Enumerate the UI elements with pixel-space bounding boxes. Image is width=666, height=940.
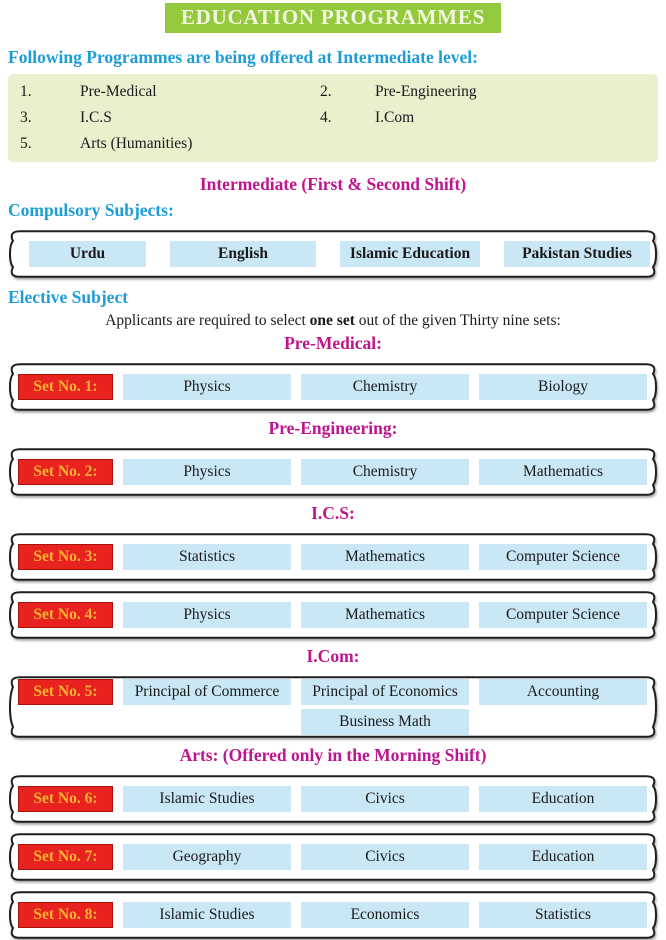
set-number-badge: Set No. 8: [18, 902, 113, 928]
set-number-badge: Set No. 6: [18, 786, 113, 812]
programme-row [20, 105, 650, 131]
subject-chip: Urdu [29, 241, 146, 267]
subject-chip: Education [479, 786, 647, 812]
subject-chip: Business Math [301, 709, 469, 735]
subject-chip: Statistics [479, 902, 647, 928]
subject-chip: Accounting [479, 679, 647, 705]
intro-heading: Following Programmes are being offered at Intermediate level: [8, 47, 478, 67]
set-number-badge: Set No. 5: [18, 679, 113, 705]
elective-section [0, 417, 666, 497]
subject-chip: Statistics [123, 544, 291, 570]
set-number-badge: Set No. 7: [18, 844, 113, 870]
subject-chip: Islamic Studies [123, 902, 291, 928]
set-frame [8, 362, 658, 412]
set-frame [8, 532, 658, 582]
section-heading: Arts: (Offered only in the Morning Shift) [179, 745, 487, 765]
subject-chip: Computer Science [479, 544, 647, 570]
subject-chip: English [170, 241, 316, 267]
subject-chip: Islamic Studies [123, 786, 291, 812]
set-frame [8, 774, 658, 824]
programme-name: Pre-Medical [80, 83, 157, 100]
subject-chip: Mathematics [479, 459, 647, 485]
elective-sections [0, 332, 666, 940]
set-frame [8, 890, 658, 940]
elective-section [0, 645, 666, 739]
instruction-text [0, 312, 666, 330]
subject-chip: Computer Science [479, 602, 647, 628]
subject-chip: Chemistry [301, 374, 469, 400]
section-heading: I.Com: [306, 646, 360, 666]
subject-chip: Mathematics [301, 602, 469, 628]
set-grid [8, 890, 658, 940]
section-heading: I.C.S: [311, 503, 355, 523]
compulsory-heading: Compulsory Subjects: [8, 200, 174, 220]
set-number-badge: Set No. 3: [18, 544, 113, 570]
instruction-prefix: Applicants are required to select [105, 312, 310, 329]
subject-chip: Education [479, 844, 647, 870]
set-grid [8, 532, 658, 582]
page-title: EDUCATION PROGRAMMES [165, 3, 501, 33]
programme-name: I.C.S [80, 109, 112, 126]
subject-chip: Geography [123, 844, 291, 870]
subject-chip: Chemistry [301, 459, 469, 485]
set-grid [8, 832, 658, 882]
subject-chip: Physics [123, 602, 291, 628]
programme-row [20, 131, 650, 157]
programme-number: 2. [320, 83, 332, 100]
compulsory-subjects-frame [8, 229, 658, 279]
set-grid [8, 447, 658, 497]
set-frame [8, 832, 658, 882]
education-programmes-page [0, 3, 666, 940]
set-frame [8, 675, 658, 739]
subject-chip: Mathematics [301, 544, 469, 570]
set-frame [8, 590, 658, 640]
programme-number: 1. [20, 83, 32, 100]
section-heading: Pre-Medical: [284, 333, 382, 353]
subject-chip: Economics [301, 902, 469, 928]
shift-heading: Intermediate (First & Second Shift) [199, 174, 467, 194]
subject-chip: Pakistan Studies [504, 241, 650, 267]
subject-chip: Islamic Education [340, 241, 480, 267]
set-grid [8, 362, 658, 412]
set-frame [8, 447, 658, 497]
set-grid [8, 675, 658, 739]
programme-name: I.Com [375, 109, 415, 126]
elective-section [0, 744, 666, 940]
compulsory-subjects-grid [8, 229, 658, 279]
programme-name: Pre-Engineering [375, 83, 477, 100]
programme-number: 5. [20, 135, 32, 152]
set-number-badge: Set No. 4: [18, 602, 113, 628]
programme-number: 4. [320, 109, 332, 126]
set-grid [8, 774, 658, 824]
set-number-badge: Set No. 2: [18, 459, 113, 485]
instruction-suffix: out of the given Thirty nine sets: [354, 312, 561, 329]
set-number-badge: Set No. 1: [18, 374, 113, 400]
subject-chip: Civics [301, 786, 469, 812]
subject-chip: Physics [123, 459, 291, 485]
programme-number: 3. [20, 109, 32, 126]
subject-chip: Biology [479, 374, 647, 400]
instruction-bold: one set [309, 312, 355, 329]
subject-chip: Physics [123, 374, 291, 400]
subject-chip: Principal of Commerce [123, 679, 291, 705]
subject-chip: Principal of Economics [301, 679, 469, 705]
elective-heading: Elective Subject [8, 287, 129, 307]
section-heading: Pre-Engineering: [268, 418, 398, 438]
programme-row [20, 79, 650, 105]
set-grid [8, 590, 658, 640]
programme-list [8, 74, 658, 162]
programme-name: Arts (Humanities) [80, 135, 193, 152]
elective-section [0, 332, 666, 412]
subject-chip: Civics [301, 844, 469, 870]
elective-section [0, 502, 666, 640]
